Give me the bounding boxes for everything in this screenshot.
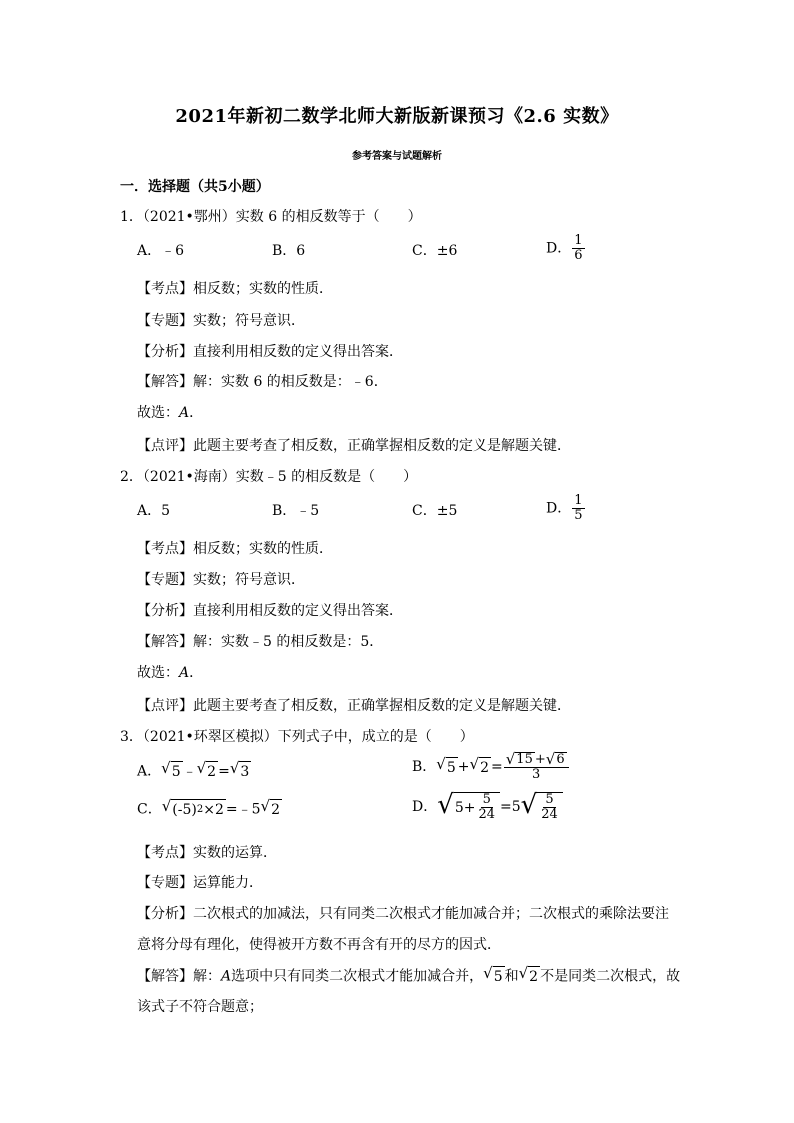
q1-answer (137, 403, 203, 423)
radicand: 6 (556, 752, 565, 767)
q3-jieda-and: 和 (504, 968, 519, 985)
q2-option-a: A．5 (137, 503, 171, 519)
answer-suffix: ． (189, 405, 204, 421)
radicand: 5 (171, 761, 183, 782)
q2-jieda-text: 解：实数﹣5 的相反数是：5． (193, 634, 384, 650)
q1-fenxi (137, 342, 403, 362)
fraction-denominator: 24 (541, 807, 558, 822)
label-zhuanti: 【专题】 (137, 572, 193, 588)
radicand: 3 (239, 761, 251, 782)
operator: = (218, 763, 230, 780)
label-fenxi: 【分析】 (137, 344, 193, 360)
operator: ×2 (203, 802, 224, 818)
q3-zhuanti-text: 运算能力． (193, 875, 263, 891)
radicand: 2 (206, 761, 218, 782)
label-jieda: 【解答】 (137, 634, 193, 650)
q1-jieda (137, 372, 388, 392)
q3-jieda (137, 966, 680, 987)
radicand: 5 (446, 757, 458, 778)
fraction-denominator: 24 (478, 807, 495, 822)
label-kaodian: 【考点】 (137, 541, 193, 557)
q2-stem: 2．（2021•海南）实数﹣5 的相反数是（ ） (120, 469, 418, 485)
sqrt-expression: √ $\frac{5}{24}$ (521, 792, 563, 822)
q1-stem: 1．（2021•鄂州）实数 6 的相反数等于（ ） (120, 209, 422, 225)
option-prefix: C． (137, 801, 162, 818)
q2-kaodian-text: 相反数；实数的性质． (193, 541, 333, 557)
radicand: 2 (479, 757, 491, 778)
radicand: 2 (270, 799, 282, 820)
section-heading: 一．选择题（共5小题） (120, 179, 270, 195)
q3-kaodian (137, 843, 277, 863)
radicand: 2 (528, 966, 540, 987)
fraction (504, 752, 569, 782)
answer-letter: A (179, 405, 190, 421)
q3-option-d (412, 792, 563, 822)
sqrt-expression: √ 5+ $\frac{5}{24}$ (437, 792, 500, 822)
sqrt-expression: √ 2 (260, 797, 280, 818)
option-prefix: B． (412, 759, 437, 775)
operator: + (457, 759, 470, 775)
q1-option-a: A．﹣6 (137, 243, 185, 259)
fraction-denominator: 5 (574, 508, 583, 523)
q2-zhuanti (137, 570, 305, 590)
operator: ﹣ (182, 763, 197, 780)
sqrt-expression: √ (-5) 2 ×2 (161, 797, 224, 818)
q1-option-c: C．±6 (412, 243, 458, 259)
option-prefix: A． (137, 763, 162, 780)
q3-jieda-tail: 不是同类二次根式，故 (540, 968, 681, 985)
answer-prefix: 故选： (137, 405, 179, 421)
sqrt-expression: √ 5 (436, 754, 456, 776)
answer-suffix: ． (189, 665, 204, 681)
sqrt-expression: √ 3 (229, 759, 250, 780)
q1-kaodian-text: 相反数；实数的性质． (193, 281, 333, 297)
label-jieda: 【解答】 (137, 374, 193, 390)
label-dianping: 【点评】 (137, 698, 193, 714)
q3-option-a (137, 761, 251, 782)
q1-option-b: B．6 (272, 243, 306, 259)
answer-prefix: 故选： (137, 665, 179, 681)
q1-zhuanti-text: 实数；符号意识． (193, 313, 305, 329)
radicand: 5 (493, 966, 505, 987)
q2-option-d-fraction (572, 494, 584, 523)
q2-kaodian (137, 539, 333, 559)
sqrt-expression: √ 2 (518, 964, 539, 985)
q2-option-c: C．±5 (412, 503, 458, 519)
q3-fenxi (137, 904, 669, 924)
sqrt-expression: √ 5 (161, 759, 181, 780)
label-fenxi: 【分析】 (137, 906, 193, 922)
page-subtitle: 参考答案与试题解析 (352, 151, 442, 162)
sqrt-expression: √ 5 (483, 964, 503, 985)
q3-jieda-cont: 该式子不符合题意； (137, 999, 263, 1015)
sqrt-expression: √ 2 (196, 759, 217, 780)
q3-jieda-option: A (221, 968, 232, 985)
fraction-numerator: 5 (482, 792, 491, 807)
label-zhuanti: 【专题】 (137, 313, 193, 329)
q2-fenxi (137, 601, 403, 621)
operator: =5 (500, 799, 521, 815)
fraction-numerator: 1 (574, 493, 583, 508)
label-fenxi: 【分析】 (137, 603, 193, 619)
q3-option-b (412, 752, 570, 782)
q3-fenxi-cont: 意将分母有理化，使得被开方数不再含有开的尽方的因式． (137, 937, 501, 953)
q1-jieda-text: 解：实数 6 的相反数是：﹣6． (193, 374, 388, 390)
q2-dianping-text: 此题主要考查了相反数，正确掌握相反数的定义是解题关键． (193, 698, 571, 714)
fraction-numerator: 5 (545, 792, 554, 807)
q2-option-b: B．﹣5 (272, 503, 320, 519)
q2-option-d-prefix: D． (546, 500, 572, 517)
q3-zhuanti (137, 873, 263, 893)
radicand: (-5) (172, 802, 197, 818)
q2-dianping (137, 696, 571, 716)
operator: = (491, 759, 503, 775)
label-dianping: 【点评】 (137, 438, 193, 454)
label-zhuanti: 【专题】 (137, 875, 193, 891)
q2-jieda (137, 632, 383, 652)
sqrt-expression: √ 2 (469, 754, 489, 776)
exponent: 2 (196, 804, 204, 815)
q2-zhuanti-text: 实数；符号意识． (193, 572, 305, 588)
radicand: 15 (516, 752, 533, 767)
q2-answer (137, 663, 203, 683)
q3-jieda-mid: 选项中只有同类二次根式才能加减合并， (231, 968, 484, 985)
q3-kaodian-text: 实数的运算． (193, 845, 277, 861)
q1-dianping-text: 此题主要考查了相反数，正确掌握相反数的定义是解题关键． (193, 438, 571, 454)
operator: + (534, 752, 546, 767)
label-kaodian: 【考点】 (137, 845, 193, 861)
fraction-numerator: 1 (574, 233, 583, 248)
answer-letter: A (179, 665, 190, 681)
page-title: 2021年新初二数学北师大新版新课预习《2.6 实数》 (175, 106, 619, 127)
q1-zhuanti (137, 311, 305, 331)
fraction-numerator: √ 15 + √ 6 (504, 752, 569, 768)
operator: =﹣5 (225, 801, 261, 818)
radicand: 5+ (454, 799, 476, 816)
q3-option-c (137, 799, 282, 820)
q1-option-d-prefix: D． (546, 240, 572, 257)
q1-option-d (546, 234, 586, 263)
q3-fenxi-text-1: 二次根式的加减法，只有同类二次根式才能加减合并；二次根式的乘除法要注 (193, 906, 669, 922)
fraction-denominator: 6 (574, 248, 583, 263)
option-prefix: D． (412, 799, 438, 815)
q2-fenxi-text: 直接利用相反数的定义得出答案． (193, 603, 403, 619)
q1-option-d-fraction (572, 234, 584, 263)
q1-fenxi-text: 直接利用相反数的定义得出答案． (193, 344, 403, 360)
label-jieda: 【解答】 (137, 968, 193, 985)
q3-jieda-prefix: 解： (193, 968, 221, 985)
q2-option-d (546, 494, 586, 523)
q1-kaodian (137, 279, 333, 299)
q1-dianping (137, 436, 571, 456)
q3-stem: 3．（2021•环翠区模拟）下列式子中，成立的是（ ） (120, 729, 474, 745)
label-kaodian: 【考点】 (137, 281, 193, 297)
fraction-denominator: 3 (532, 767, 541, 782)
